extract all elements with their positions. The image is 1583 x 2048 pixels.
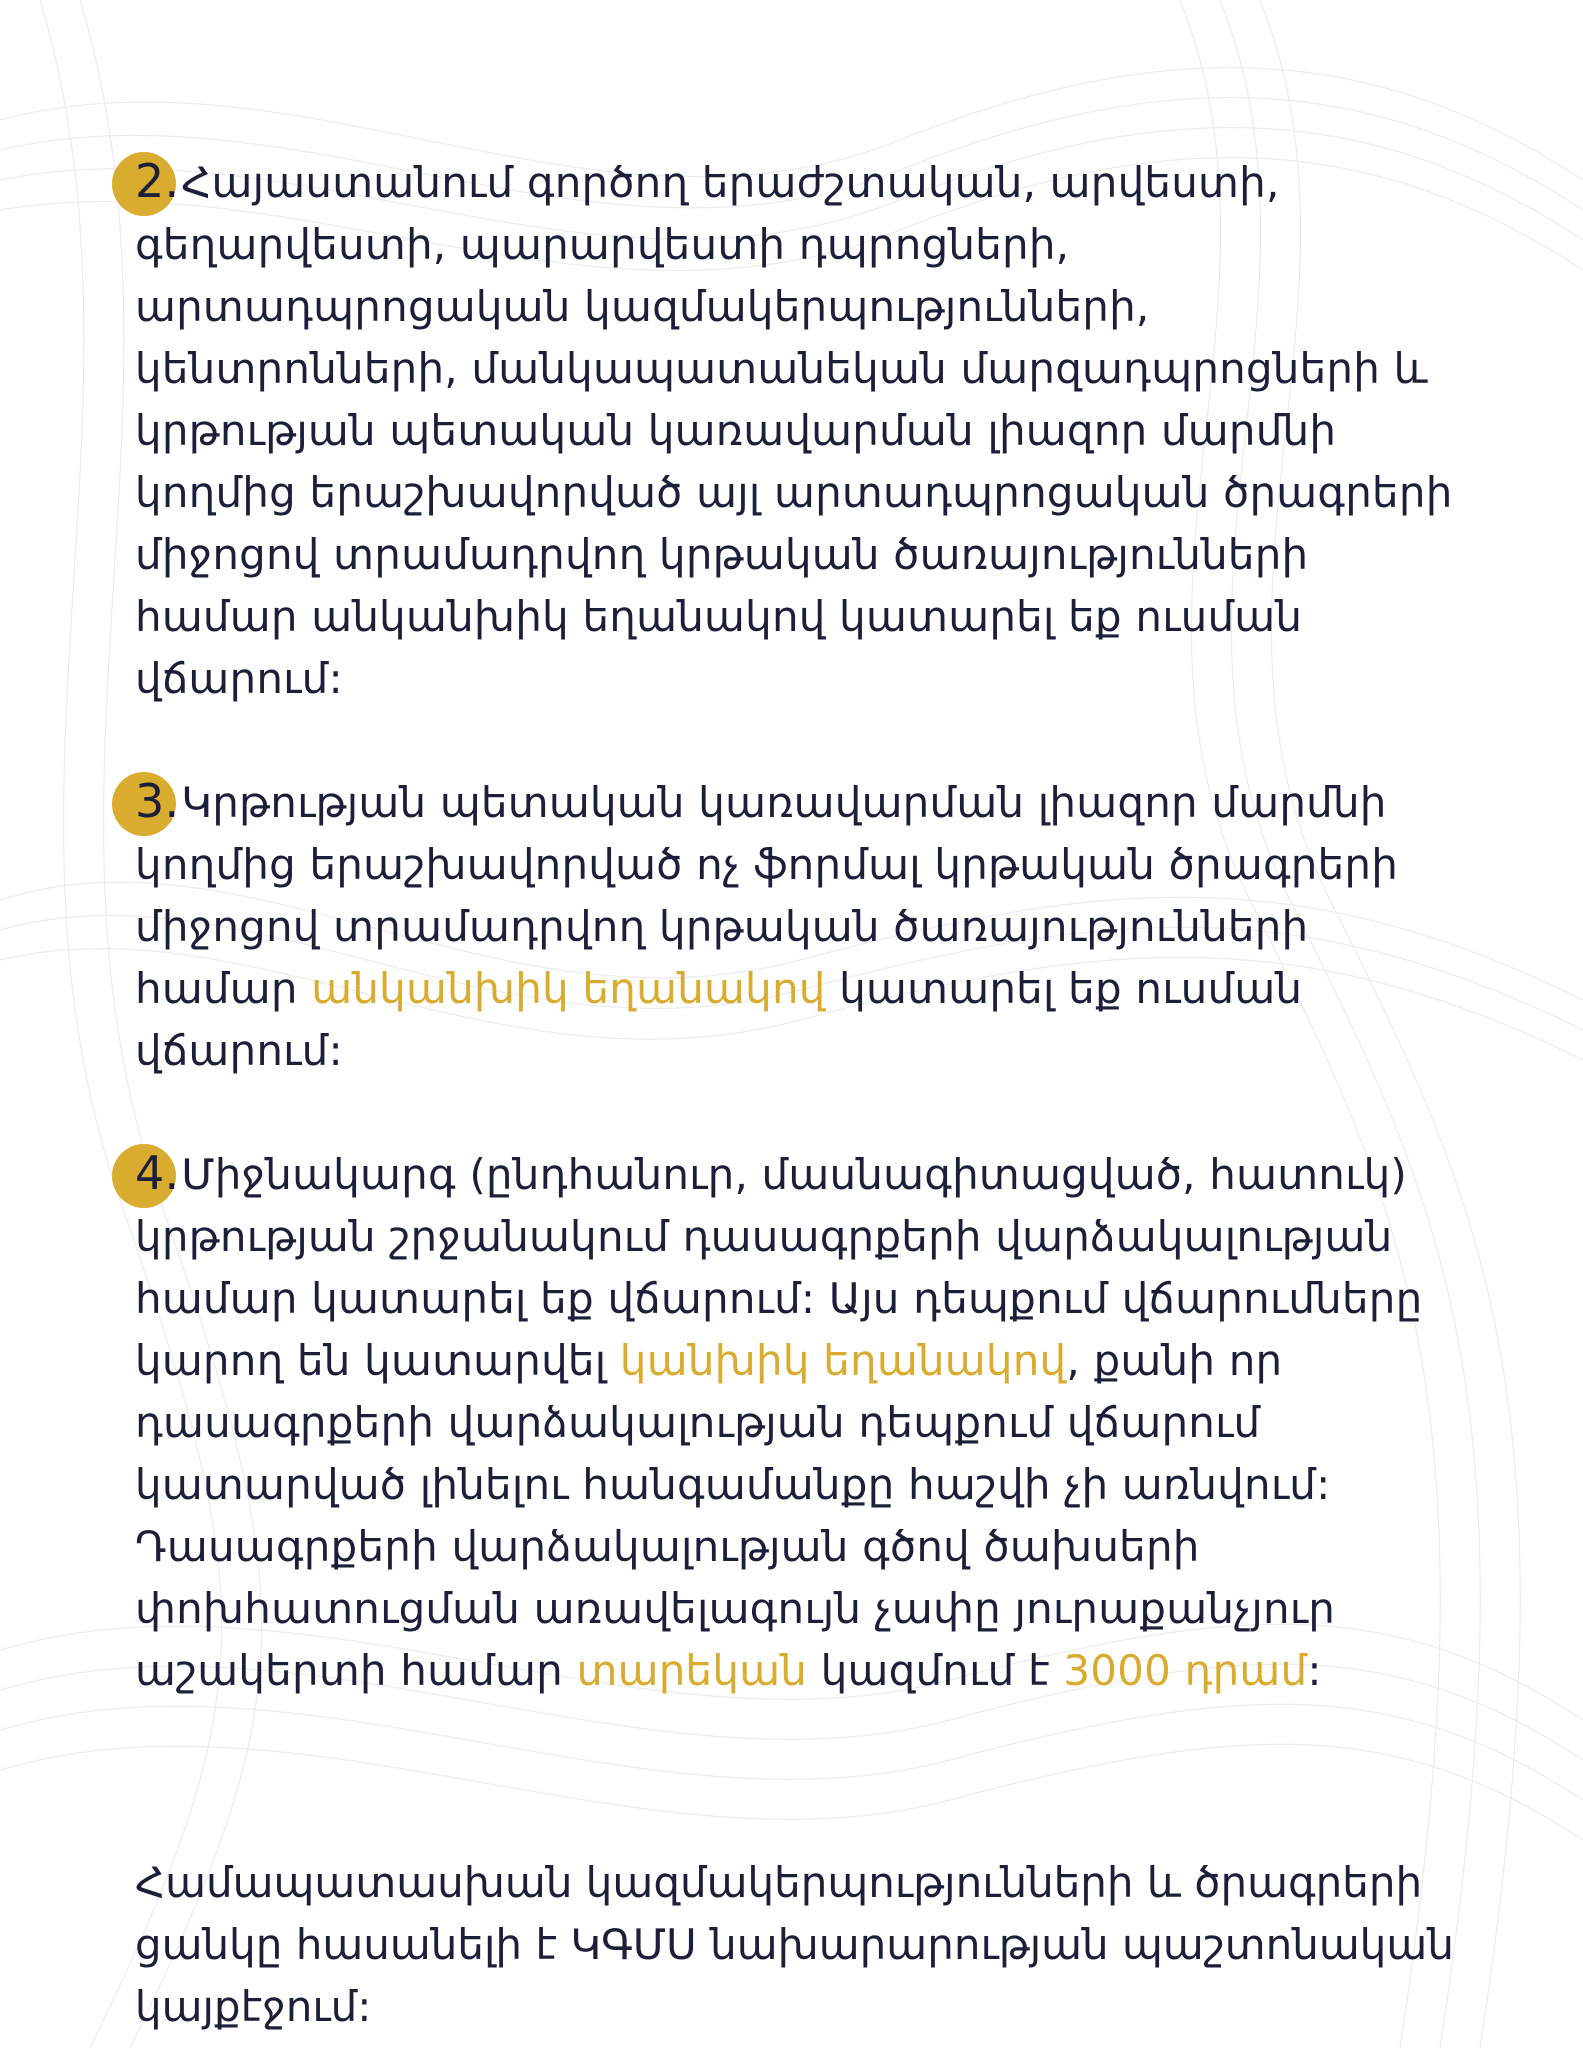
item-number-badge xyxy=(135,150,179,214)
item-number-badge xyxy=(135,1142,179,1206)
list-item-2 xyxy=(135,150,1465,710)
item-text: Կրթության պետական կառավարման լիազոր մարմնի կողմից երաշխավորված ոչ ֆորմալ կրթական ծրագրերի միջոցով տրամադրվող կրթական ծառայությունների համար xyxy=(135,778,1399,1013)
highlighted-amount: 3000 դրամ xyxy=(1063,1646,1308,1695)
item-text: : xyxy=(1307,1646,1322,1695)
list-item-4 xyxy=(135,1142,1465,1702)
highlighted-text: տարեկան xyxy=(576,1646,808,1695)
item-text: կատարել եք ուսման վճարում: xyxy=(135,964,1303,1075)
highlighted-text: անկանխիկ եղանակով xyxy=(311,964,826,1013)
item-text: Միջնակարգ (ընդհանուր, մասնագիտացված, հատուկ) կրթության շրջանակում դասագրքերի վարձակալության համար կատարել եք վճարում: Այս դեպքում վճարումները կարող են կատարվել xyxy=(135,1150,1423,1385)
item-number: 3. xyxy=(135,774,180,828)
item-number-badge xyxy=(135,770,179,834)
item-text: Հայաստանում գործող երաժշտական, արվեստի, գեղարվեստի, պարարվեստի դպրոցների, արտադպրոցական կազմակերպությունների, կենտրոնների, մանկապատանեկան մարզադպրոցների և կրթության պետական կառավարման լիազոր մարմնի կողմից երաշխավորված այլ արտադպրոցական ծրագրերի միջոցով տրամադրվող կրթական ծառայությունների համար անկանխիկ եղանակով կատարել եք ուսման վճարում: xyxy=(135,158,1453,703)
item-number: 4. xyxy=(135,1146,180,1200)
content xyxy=(135,150,1465,2038)
item-number: 2. xyxy=(135,154,180,208)
highlighted-text: կանխիկ եղանակով xyxy=(619,1336,1067,1385)
footer-note: Համապատասխան կազմակերպությունների և ծրագրերի ցանկը հասանելի է ԿԳՄՍ նախարարության պաշտոնական կայքէջում: xyxy=(135,1858,1454,2031)
item-text: կազմում է xyxy=(807,1646,1064,1695)
list-item-3 xyxy=(135,770,1465,1082)
item-text: , քանի որ դասագրքերի վարձակալության դեպքում վճարում կատարված լինելու հանգամանքը հաշվի չի առնվում: Դասագրքերի վարձակալության գծով ծախսերի փոխհատուցման առավելագույն չափը յուրաքանչյուր աշակերտի համար xyxy=(135,1336,1336,1695)
